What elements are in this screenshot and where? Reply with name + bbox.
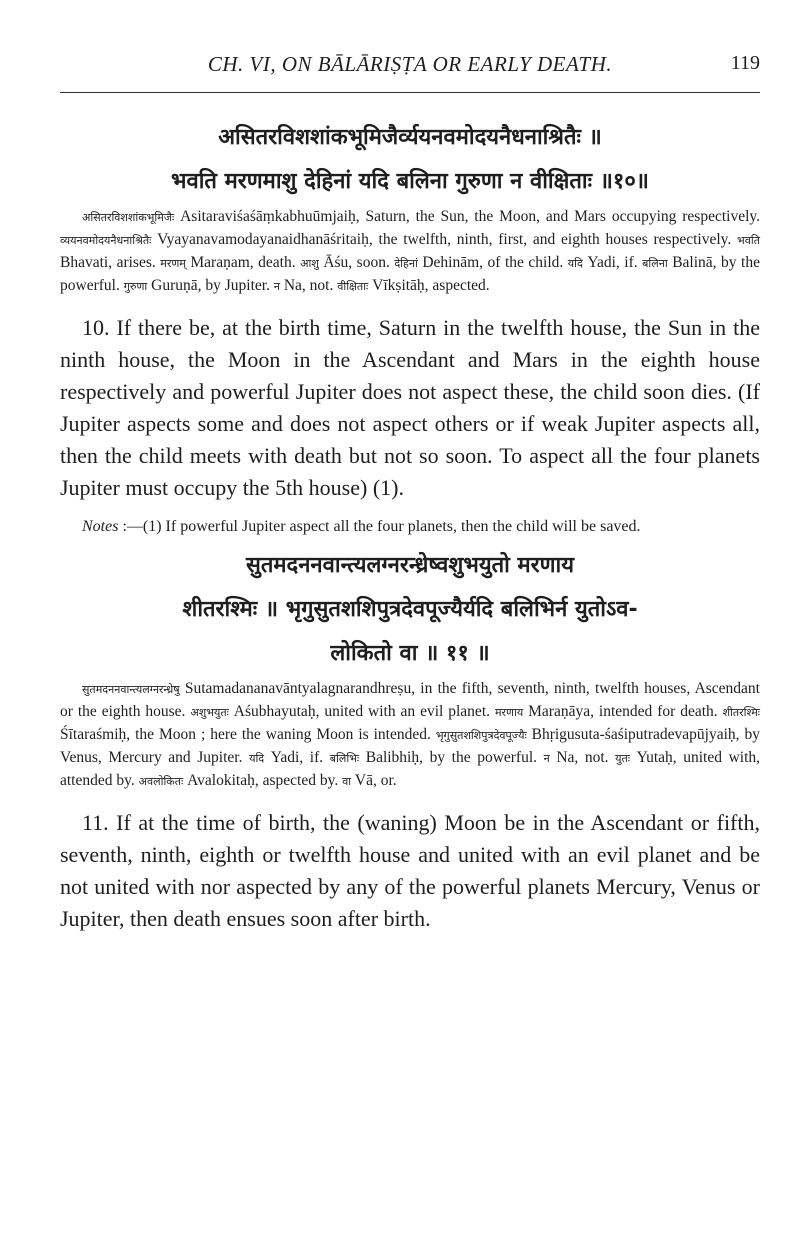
- sanskrit-term: वीक्षिताः: [337, 280, 369, 293]
- sanskrit-term: मरणम्: [160, 257, 186, 270]
- term-meaning: Avalokitaḥ, aspected by.: [183, 772, 343, 789]
- verse-11-word-gloss: [60, 678, 760, 793]
- term-meaning: Balinā, by the powerful.: [60, 254, 760, 294]
- term-meaning: Maraṇāya, intended for death.: [523, 703, 723, 720]
- verse-11-line-3: लोकितो वा ॥ ११ ॥: [330, 641, 490, 666]
- sanskrit-term: भवति: [737, 234, 760, 247]
- term-meaning: Guruṇā, by Jupiter.: [147, 277, 274, 294]
- sanskrit-term: यदि: [249, 752, 265, 765]
- sanskrit-term: सुतमदननवान्त्यलग्नरन्ध्रेषु: [82, 683, 180, 696]
- verse-11-line-2: शीतरश्मिः ॥ भृगुसुतशशिपुत्रदेवपूज्यैर्यदि बलिभिर्न युतोऽव-: [182, 597, 638, 622]
- sanskrit-term: आशु: [300, 257, 319, 270]
- verse-10-line-2: भवति मरणमाशु देहिनां यदि बलिना गुरुणा न वीक्षिताः ॥१०॥: [171, 169, 649, 194]
- term-meaning: Vā, or.: [351, 772, 397, 789]
- sanskrit-term: असितरविशशांकभूमिजैः: [82, 211, 175, 224]
- verse-10-line-1: असितरविशशांकभूमिजैर्व्ययनवमोदयनैधनाश्रितैः ॥: [218, 125, 602, 150]
- sanskrit-term: न: [543, 752, 550, 765]
- verse-11-line-1: सुतमदननवान्त्यलग्नरन्ध्रेष्वशुभयुतो मरणाय: [245, 553, 575, 578]
- term-meaning: Āśu, soon.: [318, 254, 395, 271]
- term-meaning: Yutaḥ, united with, attended by.: [60, 749, 760, 789]
- sanskrit-term: युतः: [615, 752, 631, 765]
- verse-10-word-gloss: [60, 206, 760, 298]
- sanskrit-term: मरणाय: [494, 706, 524, 719]
- notes-label: Notes: [82, 518, 119, 535]
- term-meaning: Aśubhayutaḥ, united with an evil planet.: [228, 703, 495, 720]
- term-meaning: Vyayanavamodayanaidhanāśritaiḥ, the twelfth, ninth, first, and eighth houses respectively.: [151, 231, 738, 248]
- sanskrit-term: भृगुसुतशशिपुत्रदेवपूज्यैः: [435, 729, 527, 742]
- term-meaning: Sutamadananavāntyalagnarandhreṣu, in the fifth, seventh, ninth, twelfth houses, Ascendant or the eighth house.: [60, 680, 760, 720]
- term-meaning: Maraṇam, death.: [185, 254, 301, 271]
- running-header: [60, 52, 760, 93]
- term-meaning: Balibhiḥ, by the powerful.: [359, 749, 544, 766]
- page-content: [60, 118, 760, 935]
- term-meaning: Asitaraviśaśāṃkabhuūmjaiḥ, Saturn, the Sun, the Moon, and Mars occupying respectively.: [174, 208, 760, 225]
- sanskrit-term: बलिना: [642, 257, 668, 270]
- sanskrit-term: देहिनां: [394, 257, 418, 270]
- sanskrit-term: वा: [342, 775, 352, 788]
- sanskrit-term: शीतरश्मिः: [722, 706, 760, 719]
- verse-10-translation: 10. If there be, at the birth time, Saturn in the twelfth house, the Sun in the ninth house, the Moon in the Ascendant and Mars in the eighth house respectively and powerful Jupiter does not aspect these, the child soon dies. (If Jupiter aspects some and does not aspect others or if weak Jupiter aspects all, then the child meets with death but not so soon. To aspect all the four planets Jupiter must occupy the 5th house) (1).: [60, 315, 760, 500]
- verse-11-translation: 11. If at the time of birth, the (waning) Moon be in the Ascendant or fifth, seventh, ninth, eighth or twelfth house and united with an evil planet and be not united with nor aspected by any of the powerful planets Mercury, Venus or Jupiter, then death ensues soon after birth.: [60, 810, 760, 931]
- term-meaning: Yadi, if.: [264, 749, 330, 766]
- sanskrit-term: अशुभयुतः: [190, 706, 229, 719]
- term-meaning: Śītaraśmiḥ, the Moon ; here the waning Moon is intended.: [60, 726, 436, 743]
- term-meaning: Dehinām, of the child.: [417, 254, 568, 271]
- notes-text: :—(1) If powerful Jupiter aspect all the four planets, then the child will be saved.: [118, 518, 641, 535]
- sanskrit-term: बलिभिः: [329, 752, 360, 765]
- term-meaning: Na, not.: [549, 749, 616, 766]
- sanskrit-term: न: [273, 280, 280, 293]
- verse-10-notes: [60, 516, 760, 538]
- term-meaning: Bhavati, arises.: [60, 254, 161, 271]
- term-meaning: Na, not.: [279, 277, 338, 294]
- term-meaning: Vīkṣitāḥ, aspected.: [368, 277, 490, 294]
- page-number: 119: [730, 52, 760, 74]
- sanskrit-term: व्ययनवमोदयनैधनाश्रितैः: [60, 234, 152, 247]
- sanskrit-term: यदि: [567, 257, 583, 270]
- term-meaning: Bhṛigusuta-śaśiputradevapūjyaiḥ, by Venus, Mercury and Jupiter.: [60, 726, 760, 766]
- sanskrit-term: अवलोकितः: [138, 775, 184, 788]
- term-meaning: Yadi, if.: [582, 254, 643, 271]
- chapter-title: CH. VI, ON BĀLĀRIṢṬA OR EARLY DEATH.: [207, 52, 613, 76]
- sanskrit-term: गुरुणा: [123, 280, 148, 293]
